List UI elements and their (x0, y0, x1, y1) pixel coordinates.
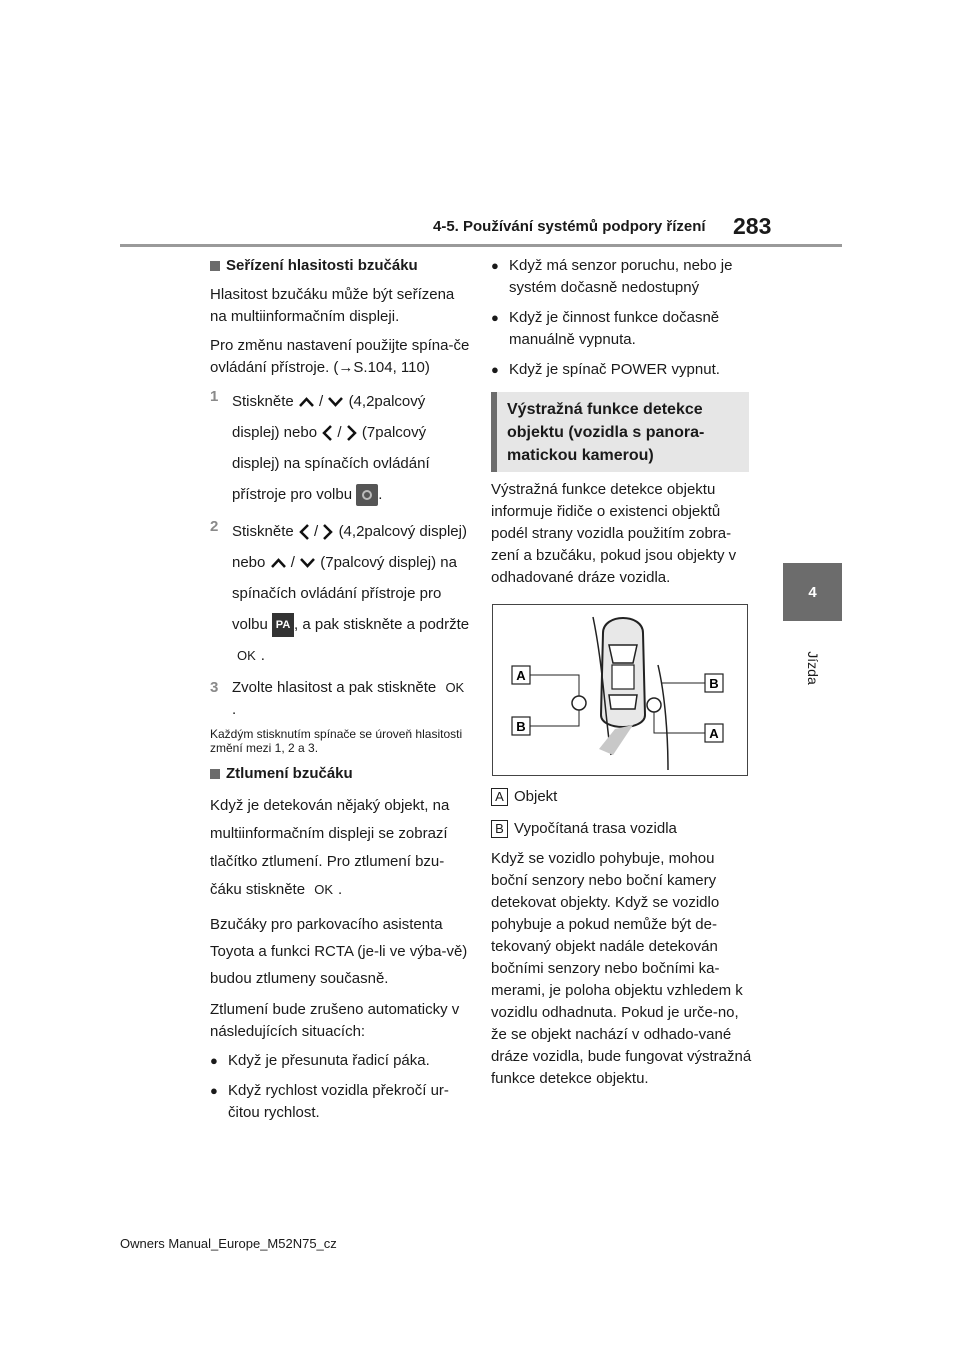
chevron-left-icon (298, 523, 310, 541)
list-item: ● Když je přesunuta řadicí páka. (210, 1050, 472, 1072)
step-number: 2 (210, 518, 219, 535)
chevron-left-icon (321, 424, 333, 442)
chevron-up-icon (298, 396, 315, 408)
label-b: B (516, 719, 526, 734)
chapter-tab[interactable] (783, 563, 842, 621)
ok-icon: OK (445, 680, 465, 695)
section-heading-box: Výstražná funkce detekce objektu (vozidla s panora-matickou kamerou) (491, 392, 749, 472)
square-bullet-icon (210, 261, 220, 271)
square-bullet-icon (210, 769, 220, 779)
step-2: 2 Stiskněte / (4,2palcový displej) nebo / (7palcový displej) na spínačích ovládání přístroje pro volbu PA , a pak stiskněte a podržte OK . (210, 516, 472, 671)
header-rule (120, 244, 842, 247)
paragraph: Když se vozidlo pohybuje, mohou boční senzory nebo boční kamery detekovat objekty. Když se vozidlo pohybuje a pokud nemůže být de-tekovaný objekt nadále detekován bočními senzory nebo bočními ka-merami, je poloha objektu vzhledem k vozidlu odhadnuta. Pokud je urče-no, že se objekt nachází v odhado-vané dráze vozidla, bude fungovat výstražná funkce detekce objektu. (491, 850, 752, 1087)
list-item: ● Když rychlost vozidla překročí ur-čitou rychlost. (210, 1080, 472, 1124)
heading-mute: Ztlumení bzučáku (210, 763, 472, 785)
figure-legend (491, 786, 753, 840)
chapter-number: 4 (808, 583, 817, 601)
list-item: ● Když má senzor poruchu, nebo je systém dočasně nedostupný (491, 255, 753, 299)
page-number: 283 (733, 213, 772, 239)
label-a: A (516, 668, 526, 683)
chevron-down-icon (327, 396, 344, 408)
chevron-right-icon (346, 424, 358, 442)
label-a: A (709, 726, 719, 741)
heading-volume: Seřízení hlasitosti bzučáku (210, 255, 472, 277)
bullet-dot-icon: ● (491, 362, 499, 377)
legend-item: B Vypočítaná trasa vozidla (491, 818, 753, 840)
chevron-down-icon (299, 557, 316, 569)
step-3: 3 Zvolte hlasitost a pak stiskněte OK. (210, 677, 472, 721)
chapter-label: Jízda (805, 651, 821, 685)
bullet-dot-icon: ● (210, 1083, 218, 1098)
settings-gear-icon (356, 484, 378, 506)
ok-icon: OK (237, 648, 256, 663)
paragraph: Hlasitost bzučáku může být seřízena na multiinformačním displeji. (210, 286, 455, 325)
car-diagram (493, 605, 747, 775)
left-column (210, 255, 472, 1132)
ok-icon: OK (314, 882, 334, 897)
step-1: 1 Stiskněte / (4,2palcový displej) nebo / (7palcový displej) na spínačích ovládání přístroje pro volbu . (210, 386, 472, 510)
legend-item: A Objekt (491, 786, 753, 808)
footer: Owners Manual_Europe_M52N75_cz (120, 1236, 337, 1251)
chevron-up-icon (270, 557, 287, 569)
legend-key: B (491, 820, 508, 838)
paragraph: Bzučáky pro parkovacího asistenta Toyota a funkci RCTA (je-li ve výba-vě) budou ztlumeny současně. (210, 916, 468, 987)
paragraph: Pro změnu nastavení použijte spína-če ovládání přístroje. (→S.104, 110) (210, 337, 470, 376)
list-item: ● Když je spínač POWER vypnut. (491, 359, 753, 381)
parking-assist-icon: PA (272, 613, 294, 637)
bullet-dot-icon: ● (491, 310, 499, 325)
label-b: B (709, 676, 719, 691)
list-item: ● Když je činnost funkce dočasně manuálně vypnuta. (491, 307, 753, 351)
paragraph: Ztlumení bude zrušeno automaticky v následujících situacích: (210, 1001, 460, 1040)
step-number: 3 (210, 679, 219, 696)
detection-figure (492, 604, 748, 776)
chevron-right-icon (322, 523, 334, 541)
step-number: 1 (210, 388, 219, 405)
paragraph: Výstražná funkce detekce objektu informuje řidiče o existenci objektů podél strany vozidla použitím zobra-zení a bzučáku, pokud jsou objekty v odhadované dráze vozidla. (491, 481, 737, 586)
paragraph: Když je detekován nějaký objekt, na multiinformačním displeji se zobrazí tlačítko ztlumení. Pro ztlumení bzu-čáku stiskněte OK . (210, 792, 472, 904)
section-title: 4-5. Používání systémů podpory řízení (433, 218, 706, 235)
note: Každým stisknutím spínače se úroveň hlasitosti změní mezi 1, 2 a 3. (210, 727, 463, 755)
bullet-dot-icon: ● (491, 258, 499, 273)
bullet-dot-icon: ● (210, 1053, 218, 1068)
legend-key: A (491, 788, 508, 806)
right-column-top (491, 255, 753, 389)
